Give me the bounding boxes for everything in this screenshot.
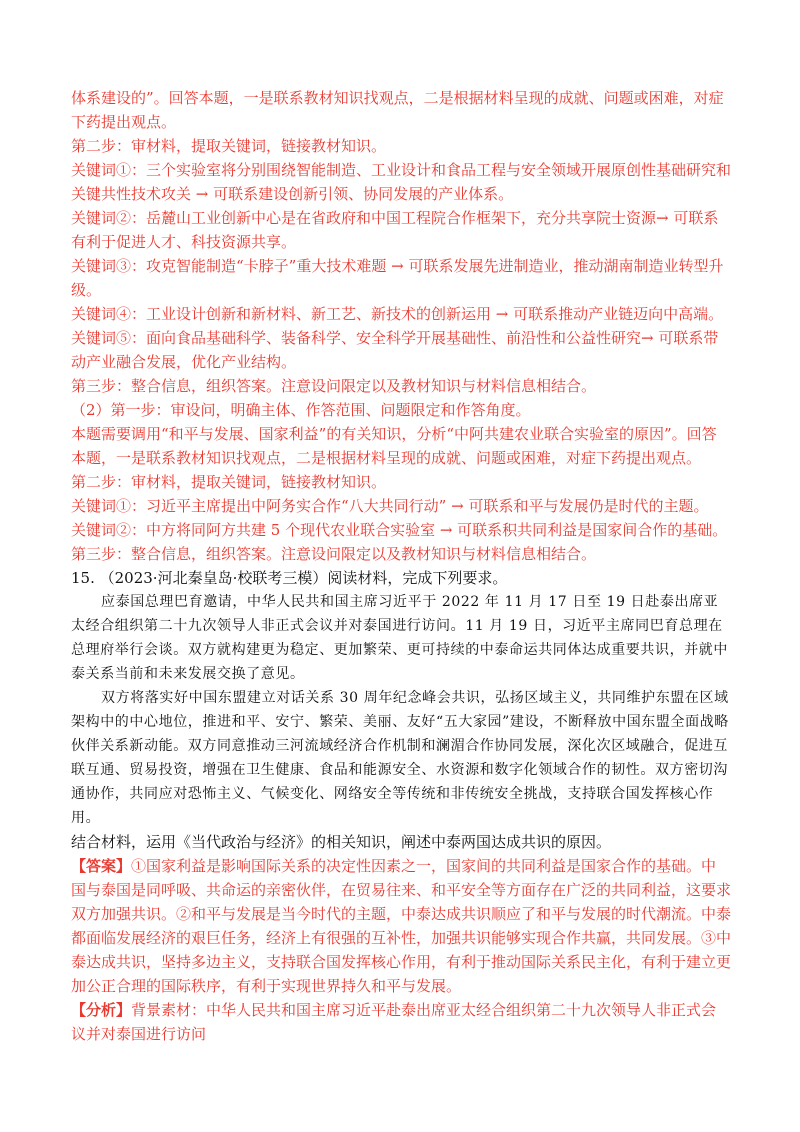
keyword-line: 关键词②：中方将同阿方共建 5 个现代农业联合实验室 → 可联系积共同利益是国家间合作的基础。 xyxy=(71,521,728,539)
answer-tag: 【答案】 xyxy=(71,857,132,875)
analysis-tag: 【分析】 xyxy=(71,1001,132,1019)
material-paragraph-1: 应泰国总理巴育邀请，中华人民共和国主席习近平于 2022 年 11 月 17 日至 19 日赴泰出席亚太经合组织第二十九次领导人非正式会议并对泰国进行访问。11 月 19 日，习近平主席同巴育总理在总理府举行会谈。双方就构建更为稳定、更加繁荣、更可持续的中泰命运共同体达成重要共识，并就中泰关系当前和未来发展交换了意见。 xyxy=(71,594,728,682)
analysis-block xyxy=(71,998,731,1046)
document-page xyxy=(71,86,731,1046)
answer-block xyxy=(71,854,731,998)
text-line: 体系建设的”。回答本题，一是联系教材知识找观点，二是根据材料呈现的成就、问题或困难，对症下药提出观点。 xyxy=(71,89,724,131)
answer-text: ①国家利益是影响国际关系的决定性因素之一，国家间的共同利益是国家合作的基础。中国与泰国是同呼吸、共命运的亲密伙伴，在贸易往来、和平安全等方面存在广泛的共同利益，这要求双方加强共识。②和平与发展是当今时代的主题，中泰达成共识顺应了和平与发展的时代潮流。中泰都面临发展经济的艰巨任务，经济上有很强的互补性，加强共识能够实现合作共赢，共同发展。③中泰达成共识，坚持多边主义，支持联合国发挥核心作用，有利于推动国际关系民主化，有利于建立更加公正合理的国际秩序，有利于实现世界持久和平与发展。 xyxy=(71,857,732,995)
keyword-line: 关键词④：工业设计创新和新材料、新工艺、新技术的创新运用 → 可联系推动产业链迈向中高端。 xyxy=(71,305,724,323)
analysis-text: 背景素材：中华人民共和国主席习近平赴泰出席亚太经合组织第二十九次领导人非正式会议并对泰国进行访问 xyxy=(71,1001,717,1043)
step-line: 第三步：整合信息，组织答案。注意设问限定以及教材知识与材料信息相结合。 xyxy=(71,545,597,563)
solution-part-1 xyxy=(71,86,731,398)
question-header: 15. （2023·河北秦皇岛·校联考三模）阅读材料，完成下列要求。 xyxy=(71,569,508,587)
keyword-line: 关键词⑤：面向食品基础科学、装备科学、安全科学开展基础性、前沿性和公益性研究→ 可联系带动产业融合发展，优化产业结构。 xyxy=(71,329,719,371)
question-15 xyxy=(71,566,731,854)
keyword-line: 关键词③：攻克智能制造“卡脖子”重大技术难题 → 可联系发展先进制造业，推动湖南制造业转型升级。 xyxy=(71,257,724,299)
step-line: （2）第一步：审设问，明确主体、作答范围、问题限定和作答角度。 xyxy=(71,401,531,419)
keyword-line: 关键词①：习近平主席提出中阿务实合作“八大共同行动” → 可联系和平与发展仍是时代的主题。 xyxy=(71,497,709,515)
material-paragraph-2: 双方将落实好中国东盟建立对话关系 30 周年纪念峰会共识，弘扬区域主义，共同维护东盟在区域架构中的中心地位，推进和平、安宁、繁荣、美丽、友好“五大家园”建设，不断释放中国东盟全面战略伙伴关系新动能。双方同意推动三河流域经济合作机制和澜湄合作协同发展，深化次区域融合，促进互联互通、贸易投资，增强在卫生健康、食品和能源安全、水资源和数字化领域合作的韧性。双方密切沟通协作，共同应对恐怖主义、气候变化、网络安全等传统和非传统安全挑战，支持联合国发挥核心作用。 xyxy=(71,690,729,826)
question-task: 结合材料，运用《当代政治与经济》的相关知识，阐述中泰两国达成共识的原因。 xyxy=(71,833,612,851)
text-line: 本题需要调用“和平与发展、国家利益”的有关知识，分析“中阿共建农业联合实验室的原因”。回答本题，一是联系教材知识找观点，二是根据材料呈现的成就、问题或困难，对症下药提出观点。 xyxy=(71,425,717,467)
step-line: 第三步：整合信息，组织答案。注意设问限定以及教材知识与材料信息相结合。 xyxy=(71,377,597,395)
keyword-line: 关键词①：三个实验室将分别围绕智能制造、工业设计和食品工程与安全领域开展原创性基础研究和关键共性技术攻关 → 可联系建设创新引领、协同发展的产业体系。 xyxy=(71,161,732,203)
step-line: 第二步：审材料，提取关键词，链接教材知识。 xyxy=(71,137,387,155)
solution-part-2 xyxy=(71,398,731,566)
step-line: 第二步：审材料，提取关键词，链接教材知识。 xyxy=(71,473,387,491)
keyword-line: 关键词②：岳麓山工业创新中心是在省政府和中国工程院合作框架下，充分共享院士资源→ 可联系有利于促进人才、科技资源共享。 xyxy=(71,209,719,251)
